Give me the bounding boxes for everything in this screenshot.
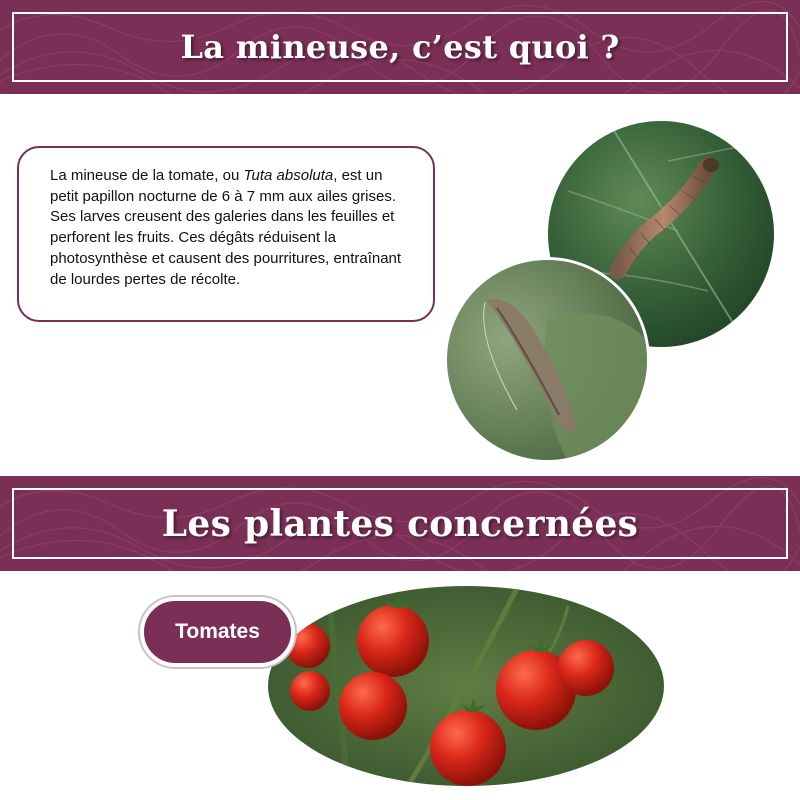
section-banner-2 [0, 476, 800, 571]
tomatoes-photo [268, 586, 664, 786]
moth-photo [444, 257, 650, 463]
description-box [17, 146, 435, 322]
section-title: Les plantes concernées [161, 502, 639, 545]
banner-frame [12, 488, 788, 559]
plant-tag [140, 597, 295, 667]
banner-frame [12, 12, 788, 82]
section-title: La mineuse, c’est quoi ? [180, 28, 620, 66]
plant-tag-label: Tomates [175, 620, 260, 643]
scientific-name: Tuta absoluta [243, 167, 334, 184]
description-text: La mineuse de la tomate, ou Tuta absoluta, est un petit papillon nocturne de 6 à 7 mm aux ailes grises. Ses larves creusent des galeries dans les feuilles et perforent les fruits. Ces dégâts réduisent la photosynthèse et causent des pourritures, entraînant de lourdes pertes de récolte. [50, 167, 402, 288]
section-banner-1 [0, 0, 800, 94]
